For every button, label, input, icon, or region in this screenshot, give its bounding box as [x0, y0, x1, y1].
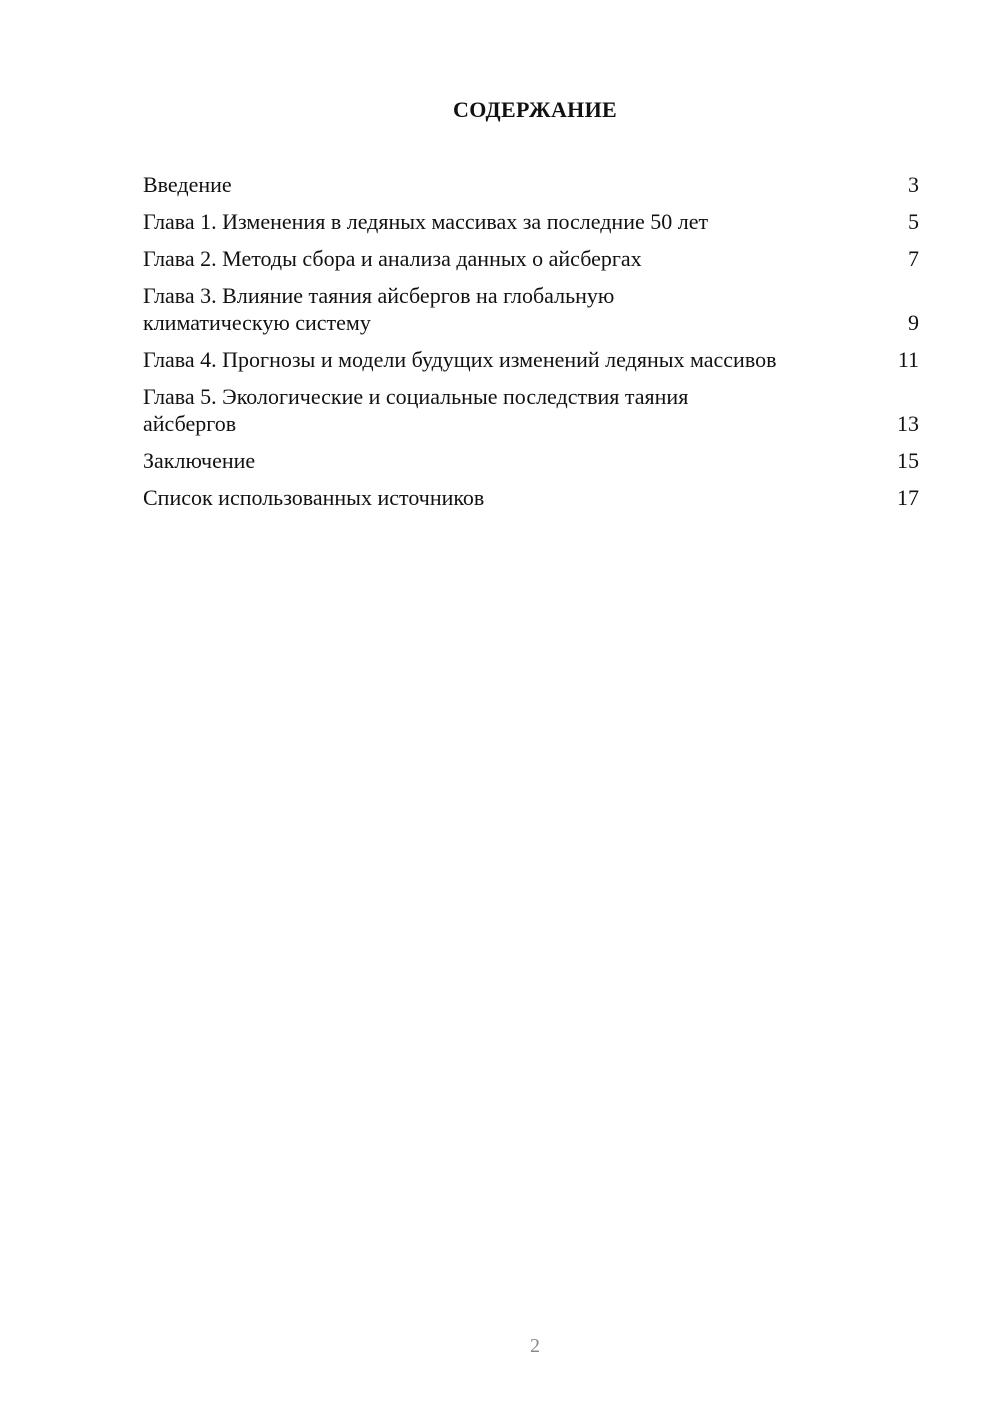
toc-entry-title: Глава 1. Изменения в ледяных массивах за последние 50 лет	[143, 209, 709, 234]
toc-entry-title: Заключение	[143, 448, 256, 473]
page-title: СОДЕРЖАНИЕ	[453, 97, 617, 122]
toc-entry	[143, 346, 919, 373]
toc-entry-title: Глава 3. Влияние таяния айсбергов на глобальную климатическую систему	[143, 283, 615, 335]
toc-entry-page: 3	[908, 172, 919, 197]
toc-entry-title: Глава 5. Экологические и социальные последствия таяния айсбергов	[143, 384, 689, 436]
page-number: 2	[530, 1335, 540, 1357]
toc-entry-page: 17	[897, 485, 919, 510]
toc-entry	[143, 282, 919, 336]
toc-entry-page: 11	[897, 347, 919, 372]
table-of-contents	[143, 171, 919, 521]
toc-entry	[143, 245, 919, 272]
toc-entry	[143, 484, 919, 511]
toc-entry-page: 13	[897, 411, 919, 436]
toc-entry	[143, 447, 919, 474]
toc-entry	[143, 208, 919, 235]
toc-entry-title: Введение	[143, 172, 232, 197]
toc-entry-page: 7	[908, 246, 919, 271]
toc-entry	[143, 383, 919, 437]
toc-entry-title: Глава 2. Методы сбора и анализа данных о айсбергах	[143, 246, 642, 271]
toc-entry	[143, 171, 919, 198]
toc-entry-title: Список использованных источников	[143, 485, 485, 510]
toc-entry-page: 15	[897, 448, 919, 473]
toc-entry-title: Глава 4. Прогнозы и модели будущих изменений ледяных массивов	[143, 347, 777, 372]
toc-entry-page: 9	[908, 310, 919, 335]
toc-entry-page: 5	[908, 209, 919, 234]
